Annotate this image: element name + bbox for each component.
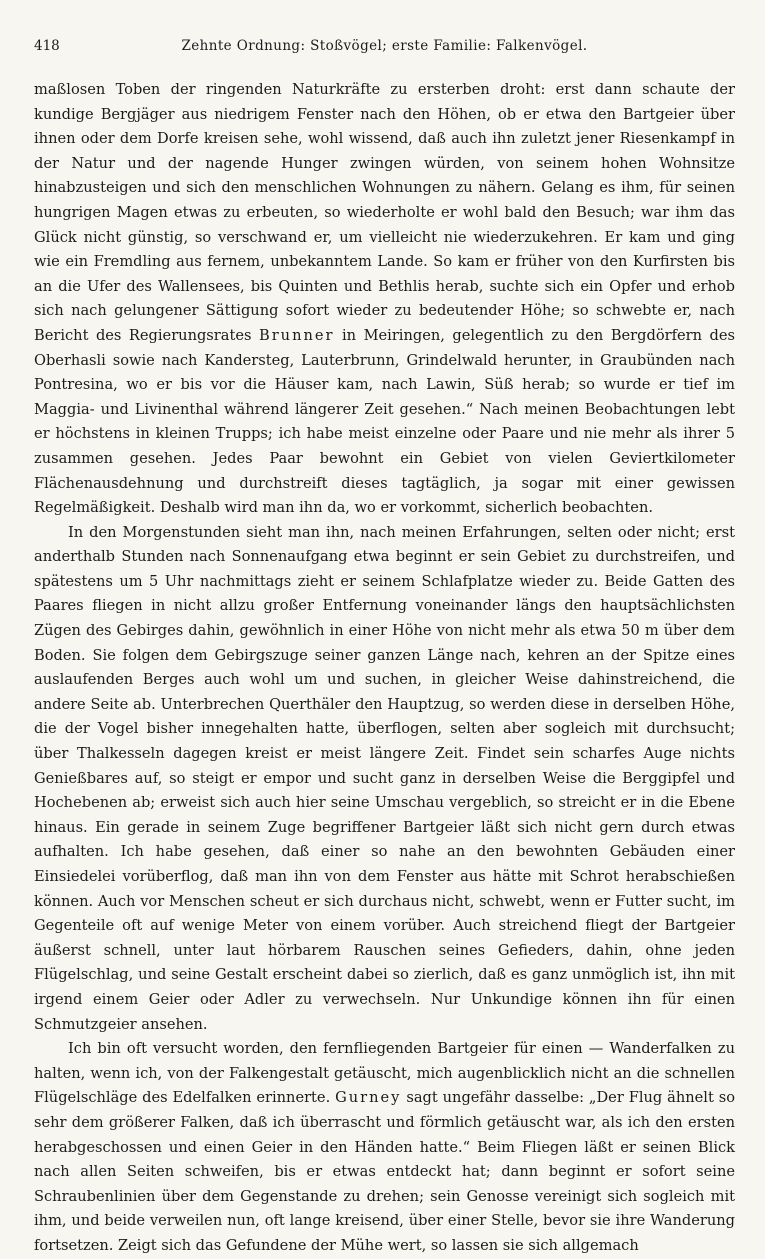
running-head: Zehnte Ordnung: Stoßvögel; erste Familie: Falkenvögel. <box>181 38 588 54</box>
paragraph <box>34 78 735 521</box>
body-text <box>34 78 735 1259</box>
paragraph <box>34 1037 735 1258</box>
spaced-name-brunner: Brunner <box>258 326 335 344</box>
page-header <box>34 38 735 66</box>
text-segment: sagt ungefähr dasselbe: „Der Flug ähnelt so sehr dem größerer Falken, daß ich überrascht und förmlich getäuscht war, als ich den ersten herabgeschossen und einen Geier in den Händen hatte.“ Beim Fliegen läßt er seinen Blick nach allen Seiten schweifen, bis er etwas entdeckt hat; dann beginnt er sofort seine Schraubenlinien über dem Gegenstande zu drehen; sein Genosse vereinigt sich sogleich mit ihm, und beide verweilen nun, oft lange kreisend, über einer Stelle, bevor sie ihre Wanderung fortsetzen. Zeigt sich das Gefundene der Mühe wert, so lassen sie sich allgemach <box>34 1089 735 1254</box>
text-segment: Ich bin oft versucht worden, den fernfliegenden Bartgeier für einen — Wanderfalken zu halten, wenn ich, von der Falkengestalt getäuscht, mich augenblicklich nicht an die schnellen Flügelschläge des Edelfalken erinnerte. <box>34 1040 735 1107</box>
paragraph <box>34 521 735 1037</box>
spaced-name-gurney: Gurney <box>335 1089 402 1107</box>
text-segment: In den Morgenstunden sieht man ihn, nach meinen Erfahrungen, selten oder nicht; erst anderthalb Stunden nach Sonnenaufgang etwa beginnt er sein Gebiet zu durchstreifen, und spätestens um 5 Uhr nachmittags zieht er seinem Schlafplatze wieder zu. Beide Gatten des Paares fliegen in nicht allzu großer Entfernung voneinander längs den hauptsächlichsten Zügen des Gebirges dahin, gewöhnlich in einer Höhe von nicht mehr als etwa 50 m über dem Boden. Sie folgen dem Gebirgszuge seiner ganzen Länge nach, kehren an der Spitze eines auslaufenden Berges auch wohl um und suchen, in gleicher Weise dahinstreichend, die andere Seite ab. Unterbrechen Querthäler den Hauptzug, so werden diese in derselben Höhe, die der Vogel bisher innegehalten hatte, überflogen, selten aber sogleich mit durchsucht; über Thalkesseln dagegen kreist er meist längere Zeit. Findet sein scharfes Auge nichts Genießbares auf, so steigt er empor und sucht ganz in derselben Weise die Berggipfel und Hochebenen ab; erweist sich auch hier seine Umschau vergeblich, so streicht er in die Ebene hinaus. Ein gerade in seinem Zuge begriffener Bartgeier läßt sich nicht gern durch etwas aufhalten. Ich habe gesehen, daß einer so nahe an den bewohnten Gebäuden einer Einsiedelei vorüberflog, daß man ihn von dem Fenster aus hätte mit Schrot herabschießen können. Auch vor Menschen scheut er sich durchaus nicht, schwebt, wenn er Futter sucht, im Gegenteile oft auf wenige Meter von einem vorüber. Auch streichend fliegt der Bartgeier äußerst schnell, unter laut hörbarem Rauschen seines Gefieders, dahin, ohne jeden Flügelschlag, und seine Gestalt erscheint dabei so zierlich, daß es ganz unmöglich ist, ihn mit irgend einem Geier oder Adler zu verwechseln. Nur Unkundige können ihn für einen Schmutzgeier ansehen. <box>34 523 735 1033</box>
page-number: 418 <box>34 38 60 54</box>
text-segment: in Meiringen, gelegentlich zu den Bergdörfern des Oberhasli sowie nach Kandersteg, Lauterbrunn, Grindelwald herunter, in Graubünden nach Pontresina, wo er bis vor die Häuser kam, nach Lawin, Süß herab; so wurde er tief im Maggia- und Livinenthal während längerer Zeit gesehen.“ Nach meinen Beobachtungen lebt er höchstens in kleinen Trupps; ich habe meist einzelne oder Paare und nie mehr als ihrer 5 zusammen gesehen. Jedes Paar bewohnt ein Gebiet von vielen Geviertkilometer Flächenausdehnung und durchstreift dieses tagtäglich, ja sogar mit einer gewissen Regelmäßigkeit. Deshalb wird man ihn da, wo er vorkommt, sicherlich beobachten. <box>34 326 735 517</box>
text-segment: maßlosen Toben der ringenden Naturkräfte zu ersterben droht: erst dann schaute der kundige Bergjäger aus niedrigem Fenster nach den Höhen, ob er etwa den Bartgeier über ihnen oder dem Dorfe kreisen sehe, wohl wissend, daß auch ihn zuletzt jener Riesenkampf in der Natur und der nagende Hunger zwingen würden, von seinem hohen Wohnsitze hinabzusteigen und sich den menschlichen Wohnungen zu nähern. Gelang es ihm, für seinen hungrigen Magen etwas zu erbeuten, so wiederholte er wohl bald den Besuch; war ihm das Glück nicht günstig, so verschwand er, um vielleicht nie wiederzukehren. Er kam und ging wie ein Fremdling aus fernem, unbekanntem Lande. So kam er früher von den Kurfirsten bis an die Ufer des Wallensees, bis Quinten und Bethlis herab, suchte sich ein Opfer und erhob sich nach gelungener Sättigung sofort wieder zu bedeutender Höhe; so schwebte er, nach Bericht des Regierungsrates <box>34 81 735 344</box>
